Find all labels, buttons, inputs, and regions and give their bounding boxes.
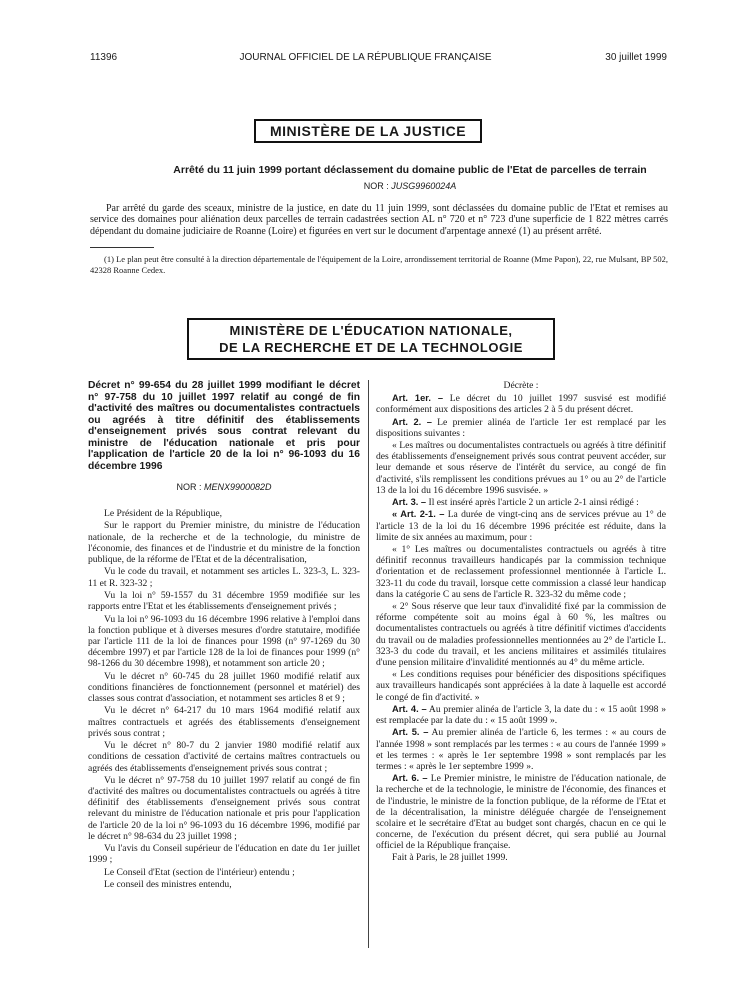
decret-title: Décret n° 99-654 du 28 juillet 1999 modifiant le décret n° 97-758 du 10 juillet 1997 relatif au congé de fin d'activité des maîtres ou documentalistes contractuels ou agréés à titre définitif des établissements d'enseignement privés sous contrat relevant du ministre de l'éducation nationale et pris pour l'application de l'article 20 de la loi n° 96-1093 du 16 décembre 1996 <box>88 380 360 472</box>
ministry-name: MINISTÈRE DE LA JUSTICE <box>269 123 467 139</box>
visa-paragraph: Sur le rapport du Premier ministre, du ministre de l'éducation nationale, de la recherche et de la technologie, du ministre de l'économie, des finances et de l'industrie et du ministre de la fonction publique, de la réforme de l'Etat et de la décentralisation, <box>88 520 360 565</box>
visa-paragraph: Vu le décret n° 97-758 du 10 juillet 1997 relatif au congé de fin d'activité des maîtres ou documentalistes contractuels ou agréés à titre définitif des établissements d'enseignement privés sous contrat relevant du ministre de l'éducation nationale et pris pour l'application de l'article 20 de la loi n° 96-1093 du 16 décembre 1996, modifié par le décret n° 98-634 du 23 juillet 1998 ; <box>88 774 360 842</box>
footnote: (1) Le plan peut être consulté à la direction départementale de l'équipement de la Loire, arrondissement territorial de Roanne (Mme Papon), 22, rue Mulsant, BP 502, 42328 Roanne Cedex. <box>90 254 668 275</box>
article-paragraph <box>376 544 666 600</box>
nor-value: JUSG9960024A <box>391 181 457 191</box>
article-paragraph <box>376 669 666 702</box>
visas-list <box>88 508 360 890</box>
article-paragraph <box>376 509 666 542</box>
arrete-title: Arrêté du 11 juin 1999 portant déclassement du domaine public de l'Etat de parcelles de terrain <box>173 164 647 176</box>
article-paragraph <box>376 727 666 772</box>
ministry-heading-justice <box>254 119 482 143</box>
article-text: Le Premier ministre, le ministre de l'éducation nationale, de la recherche et de la technologie, le ministre de l'économie, des finances et de l'industrie, le ministre de la fonction publique, de la réforme de l'Etat et de la décentralisation, la ministre déléguée chargée de l'enseignement scolaire et le secrétaire d'Etat au budget sont chargés, chacun en ce qui le concerne, de l'exécution du présent décret, qui sera publié au Journal officiel de la République française. <box>376 773 666 852</box>
visa-paragraph: Le Président de la République, <box>104 508 223 519</box>
articles-list <box>376 393 666 851</box>
visa-paragraph: Vu l'avis du Conseil supérieur de l'éducation en date du 1er juillet 1999 ; <box>88 843 360 866</box>
article-text: Le premier alinéa de l'article 1er est remplacé par les dispositions suivantes : <box>376 416 667 439</box>
article-paragraph <box>376 417 666 439</box>
nor-reference <box>80 181 731 191</box>
visa-paragraph: Le Conseil d'Etat (section de l'intérieur) entendu ; <box>104 866 295 878</box>
decrete-heading: Décrète : <box>503 380 539 391</box>
visa-paragraph: Vu le décret n° 80-7 du 2 janvier 1980 modifié relatif aux conditions de cessation d'activité de certains maîtres contractuels ou agréés des établissements d'enseignement privés sous contrat ; <box>88 740 360 774</box>
article-label: Art. 2. – <box>392 416 432 427</box>
article-label: Art. 1er. – <box>392 393 444 404</box>
article-paragraph <box>376 440 666 496</box>
visa-paragraph: Vu la loi n° 59-1557 du 31 décembre 1959 modifiée sur les rapports entre l'Etat et les établissements d'enseignement privés ; <box>88 589 360 613</box>
arrete-body: Par arrêté du garde des sceaux, ministre de la justice, en date du 11 juin 1999, sont déclassées du domaine public de l'Etat et remises au service des domaines pour aliénation deux parcelles de terrain cadastrées section AL n° 720 et n° 723 d'une superficie de 1 822 mètres carrés dépendant du domaine judiciaire de Roanne (Loire) et figurées en vert sur le document d'arpentage annexé (1) au présent arrêté. <box>90 203 668 237</box>
page-number: 11396 <box>90 52 118 63</box>
article-text: Le décret du 10 juillet 1997 susvisé est modifié conformément aux dispositions des articles 2 à 5 du présent décret. <box>376 393 666 416</box>
nor-label: NOR : <box>363 181 389 191</box>
nor-value: MENX9900082D <box>203 482 272 492</box>
ministry-name-line1: MINISTÈRE DE L'ÉDUCATION NATIONALE, <box>229 323 513 338</box>
nor-label: NOR : <box>176 482 202 492</box>
article-text: Au premier alinéa de l'article 3, la date du : « 15 août 1998 » est remplacée par la date du : « 15 août 1999 ». <box>376 703 666 727</box>
article-paragraph <box>376 601 666 668</box>
visa-paragraph: Vu le décret n° 60-745 du 28 juillet 1960 modifié relatif aux conditions financières de fonctionnement (personnel et matériel) des classes sous contrat d'association, et notamment ses articles 8 et 9 ; <box>88 670 360 704</box>
right-column <box>376 380 666 865</box>
visa-paragraph: Le conseil des ministres entendu, <box>104 879 232 891</box>
ministry-heading-education <box>187 318 555 360</box>
article-text: Il est inséré après l'article 2 un article 2-1 ainsi rédigé : <box>426 497 639 509</box>
column-divider <box>368 380 369 948</box>
article-paragraph <box>376 393 666 415</box>
article-text: « Les maîtres ou documentalistes contractuels ou agréés à titre définitif des établissements d'enseignement privés sous contrat peuvent accéder, sur leur demande et sous réserve de l'intérêt du service, au congé de fin d'activité, s'ils remplissent les conditions prévues au 1° ou au 2° de l'article 13 de la loi du 16 décembre 1996 susvisée. » <box>376 440 666 496</box>
article-text: « 2° Sous réserve que leur taux d'invalidité fixé par la commission de réforme compétente soit au moins égal à 60 %, les maîtres ou documentalistes contractuels ou agréés à titre définitif victimes d'accidents du travail ou de maladies professionnelles mentionnées au 2° de l'article L. 323-3 du code du travail, et les anciens militaires et assimilés titulaires d'une pension militaire d'invalidité mentionnés au 4° du même article. <box>376 601 666 668</box>
ministry-name-line2: DE LA RECHERCHE ET DE LA TECHNOLOGIE <box>219 340 523 355</box>
publication-date: 30 juillet 1999 <box>605 52 667 63</box>
article-paragraph <box>376 773 666 851</box>
visa-paragraph: Vu la loi n° 96-1093 du 16 décembre 1996 relative à l'emploi dans la fonction publique et à diverses mesures d'ordre statutaire, modifiée par l'article 111 de la loi de finances pour 1998 (n° 97-1269 du 30 décembre 1997) et par l'article 128 de la loi de finances pour 1999 (n° 98-1266 du 30 décembre 1998), et notamment son article 20 ; <box>88 613 360 670</box>
article-label: Art. 5. – <box>392 727 429 738</box>
article-text: Au premier alinéa de l'article 6, les termes : « au cours de l'année 1998 » sont remplacés par les termes : « au cours de l'année 1999 » et les termes : « après le 1er septembre 1998 » sont remplacés par les termes : « après le 1er septembre 1999 ». <box>376 727 666 772</box>
article-label: Art. 4. – <box>392 703 427 714</box>
footnote-divider <box>90 247 154 248</box>
article-label: « Art. 2-1. – <box>392 509 445 520</box>
signature: Fait à Paris, le 28 juillet 1999. <box>392 852 508 864</box>
article-text: « Les conditions requises pour bénéficier des dispositions spécifiques aux travailleurs handicapés sont appréciées à la date à laquelle est accordé le congé de fin d'activité. » <box>376 669 666 703</box>
journal-title: JOURNAL OFFICIEL DE LA RÉPUBLIQUE FRANÇAISE <box>239 52 492 63</box>
article-paragraph <box>376 704 666 726</box>
visa-paragraph: Vu le décret n° 64-217 du 10 mars 1964 modifié relatif aux maîtres contractuels et agréés des établissements d'enseignement privés sous contrat ; <box>88 705 360 739</box>
article-paragraph <box>376 497 666 508</box>
left-column <box>88 380 360 892</box>
article-label: Art. 3. – <box>392 497 427 508</box>
article-text: « 1° Les maîtres ou documentalistes contractuels ou agréés à titre définitif reconnus travailleurs handicapés par la commission technique d'orientation et de reclassement professionnel mentionnée à l'article L. 323-11 du code du travail, lorsque cette commission a classé leur handicap dans la catégorie C au sens de l'article R. 323-32 du même code ; <box>376 544 666 600</box>
article-text: La durée de vingt-cinq ans de services prévue au 1° de l'article 13 de la loi du 16 décembre 1996 précitée est réduite, dans la limite de six années au maximum, pour : <box>376 509 666 543</box>
nor-reference-decret <box>88 482 360 492</box>
article-label: Art. 6. – <box>392 773 428 784</box>
visa-paragraph: Vu le code du travail, et notamment ses articles L. 323-3, L. 323-11 et R. 323-32 ; <box>88 566 360 589</box>
